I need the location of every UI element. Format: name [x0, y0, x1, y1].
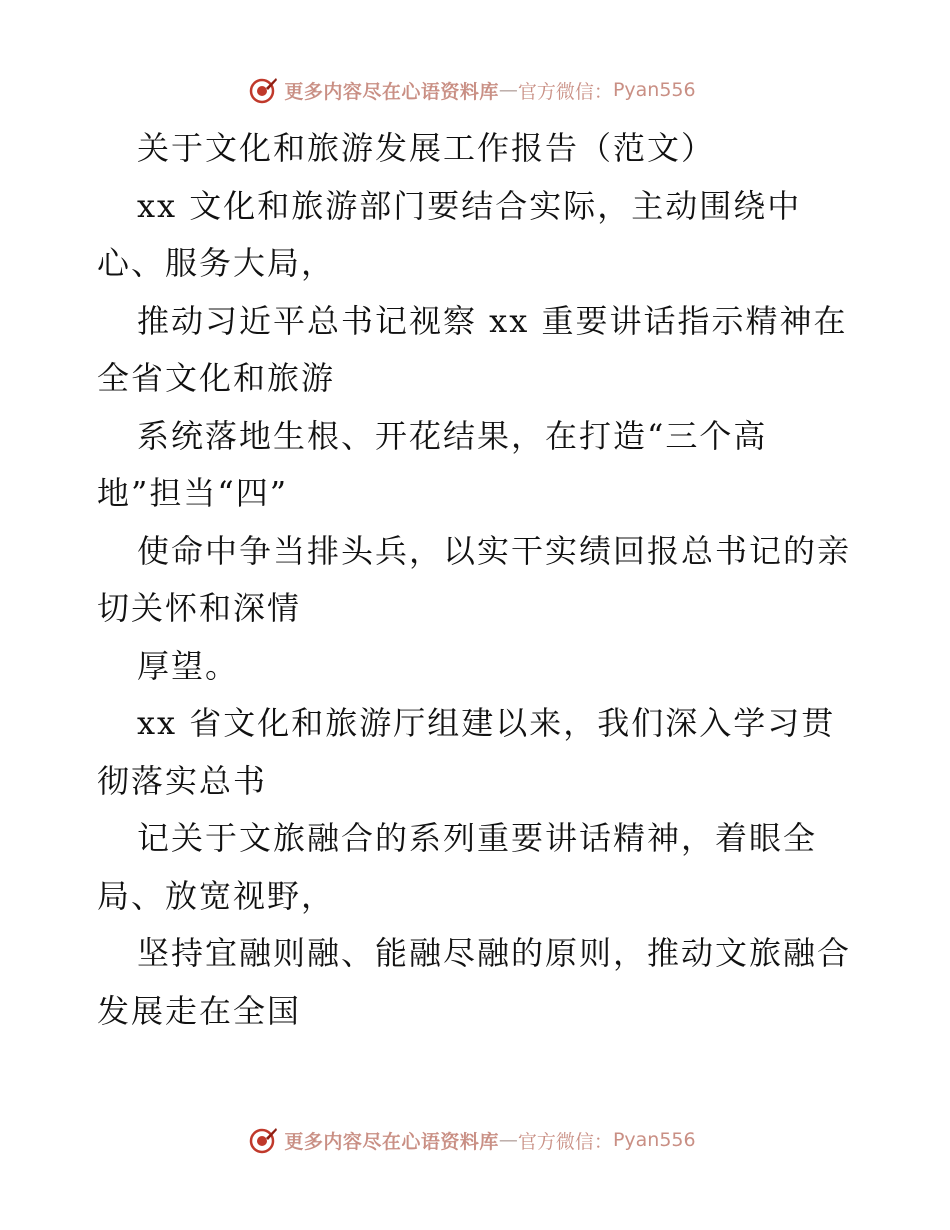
document-line: 心、服务大局， — [97, 244, 336, 282]
document-line: 切关怀和深情 — [97, 589, 302, 627]
watermark-separator: — — [498, 1129, 518, 1151]
document-line: xx 文化和旅游部门要结合实际，主动围绕中 — [137, 186, 802, 225]
document-line: 局、放宽视野， — [97, 876, 336, 915]
watermark-wechat-label: 官方微信： — [517, 1130, 613, 1153]
document-line: 推动习近平总书记视察 xx 重要讲话指示精神在 — [137, 301, 848, 340]
document-body — [97, 120, 857, 1040]
watermark-wechat-id: Pyan556 — [612, 79, 696, 101]
brush-logo-icon — [248, 75, 278, 105]
watermark-wechat-id: Pyan556 — [612, 1129, 696, 1151]
watermark-separator: — — [498, 79, 518, 101]
document-line: 全省文化和旅游 — [97, 359, 336, 397]
footer-watermark — [0, 1120, 950, 1160]
document-line: 彻落实总书 — [97, 761, 268, 800]
brush-logo-icon — [248, 1125, 278, 1155]
document-line: 厚望。 — [137, 646, 240, 685]
header-watermark — [0, 70, 950, 110]
document-line: 地”担当“四” — [97, 474, 289, 512]
document-line: xx 省文化和旅游厅组建以来，我们深入学习贯 — [137, 704, 836, 742]
document-line: 坚持宜融则融、能融尽融的原则，推动文旅融合 — [137, 934, 852, 972]
document-line: 关于文化和旅游发展工作报告（范文） — [137, 129, 716, 167]
document-line: 记关于文旅融合的系列重要讲话精神，着眼全 — [137, 819, 818, 857]
watermark-text: 更多内容尽在心语资料库 — [284, 1130, 499, 1153]
document-line: 使命中争当排头兵，以实干实绩回报总书记的亲 — [137, 531, 852, 570]
document-line: 发展走在全国 — [97, 991, 302, 1030]
watermark-text: 更多内容尽在心语资料库 — [284, 80, 499, 103]
document-line: 系统落地生根、开花结果，在打造“三个高 — [137, 416, 768, 455]
watermark-wechat-label: 官方微信： — [517, 80, 613, 103]
